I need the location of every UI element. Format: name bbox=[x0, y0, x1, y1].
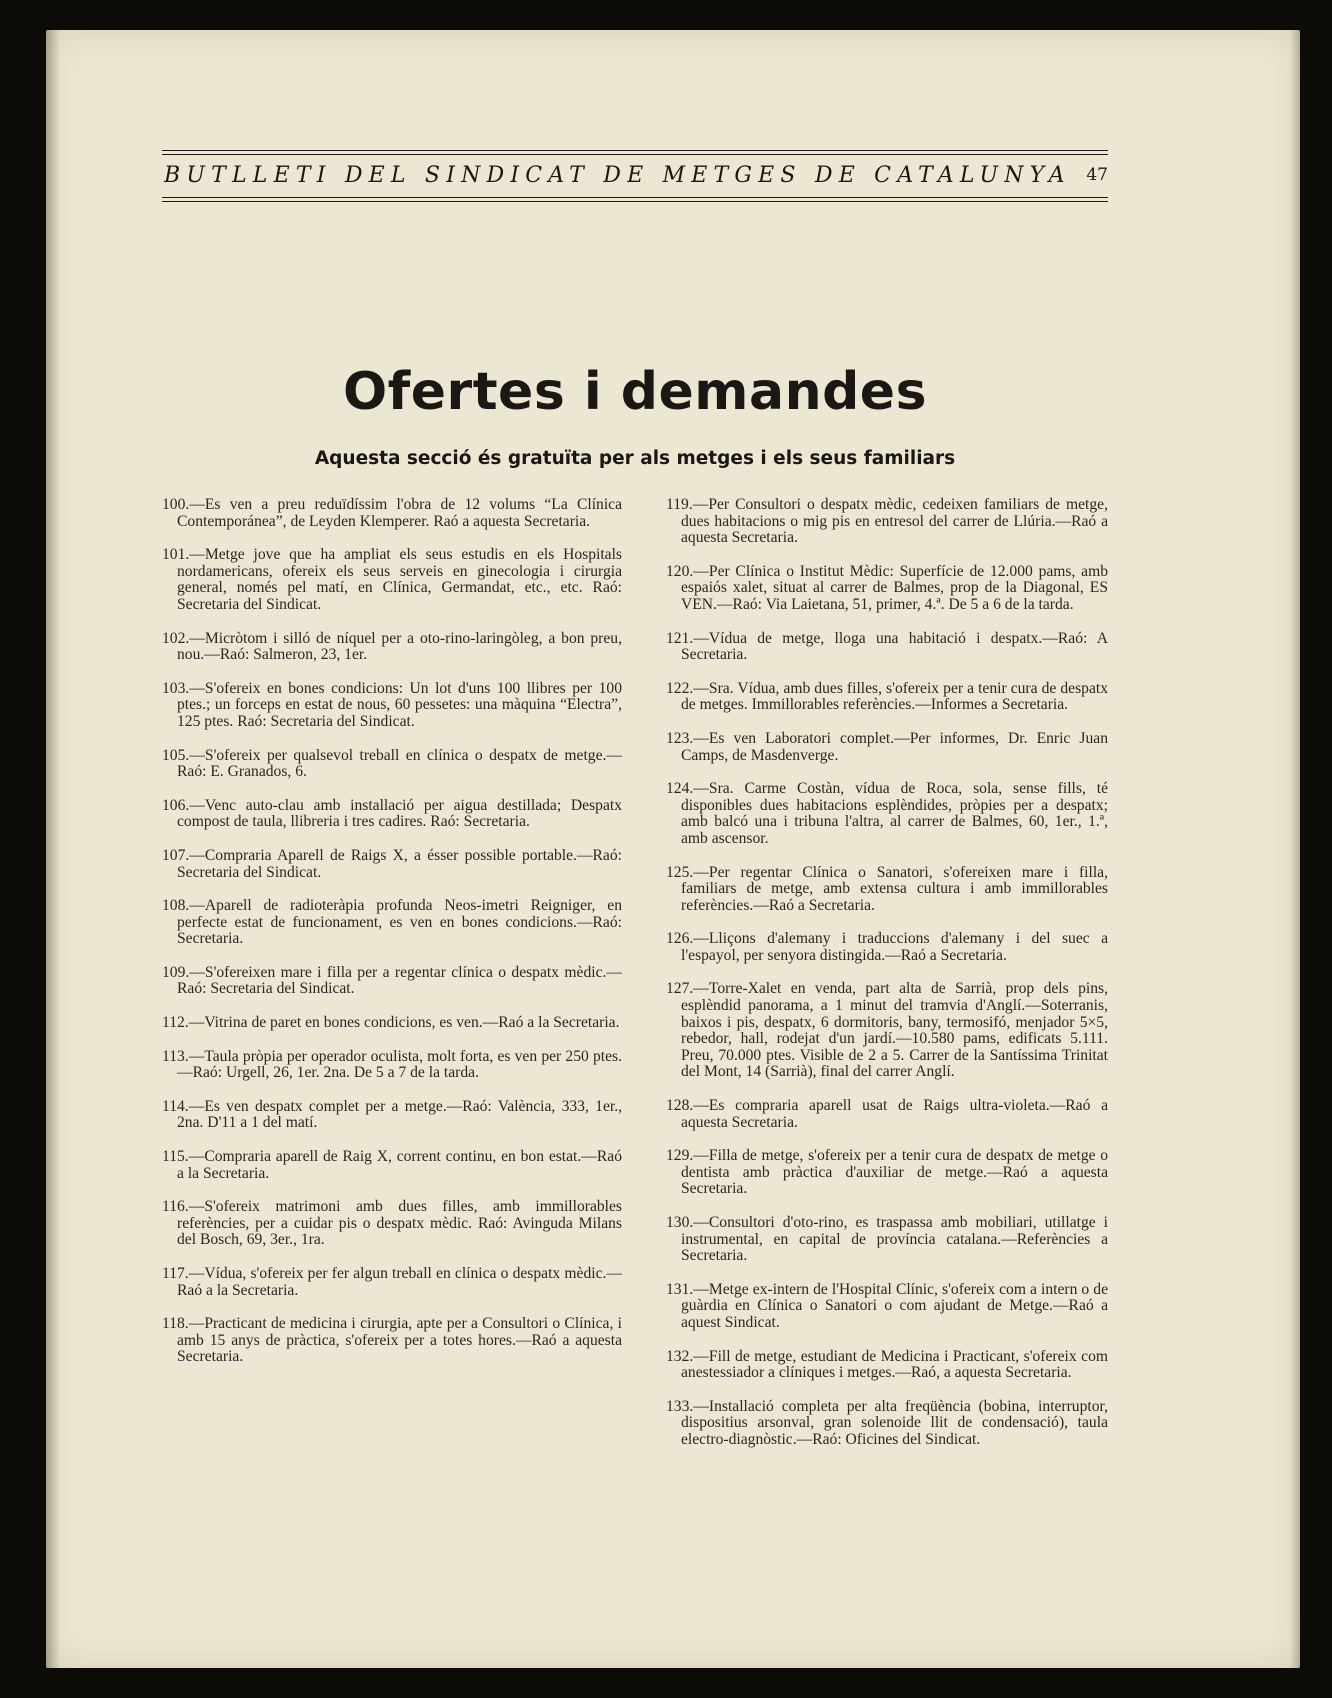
entry-text: —Practicant de medicina i cirurgia, apte per a Consultori o Clínica, i amb 15 anys de pràctica, s'ofereix per a totes hores.—Raó a aquesta Secretaria. bbox=[177, 1315, 622, 1366]
entry-number: 130. bbox=[666, 1214, 694, 1231]
entry-number: 133. bbox=[666, 1397, 694, 1415]
entry-text: —Metge ex-intern de l'Hospital Clínic, s'ofereix com a intern o de guàrdia en Clínica o Sanatori o com ajudant de Metge.—Raó a aquest Sindicat. bbox=[681, 1280, 1108, 1331]
header-rule-top-double bbox=[162, 154, 1108, 155]
entry-number: 109. bbox=[162, 963, 190, 981]
classified-entry bbox=[162, 748, 622, 781]
classified-entry bbox=[666, 731, 1108, 764]
page-number: 47 bbox=[1086, 165, 1108, 185]
running-header bbox=[162, 150, 1108, 202]
entry-number: 128. bbox=[666, 1097, 694, 1115]
entry-text: —Vitrina de paret en bones condicions, es ven.—Raó a la Secretaria. bbox=[188, 1014, 620, 1032]
entry-number: 129. bbox=[666, 1147, 694, 1165]
entry-text: —S'ofereix per qualsevol treball en clínica o despatx de metge.—Raó: E. Granados, 6. bbox=[177, 746, 622, 781]
classified-entry bbox=[666, 1215, 1108, 1265]
classified-entry bbox=[666, 564, 1108, 614]
classified-entry bbox=[162, 1199, 622, 1249]
entry-text: —Es ven Laboratori complet.—Per informes, Dr. Enric Juan Camps, de Masdenverge. bbox=[681, 729, 1108, 764]
entry-text: —Es ven despatx complet per a metge.—Raó: València, 333, 1er., 2na. D'11 a 1 del matí. bbox=[177, 1097, 622, 1132]
entry-number: 117. bbox=[162, 1265, 189, 1282]
classified-entry bbox=[162, 848, 622, 881]
entry-number: 112. bbox=[162, 1014, 189, 1032]
classified-entry bbox=[162, 631, 622, 664]
entry-number: 119. bbox=[666, 496, 693, 513]
entry-text: —Compraria Aparell de Raigs X, a ésser possible portable.—Raó: Secretaria del Sindicat. bbox=[177, 846, 622, 881]
classified-entry bbox=[162, 1099, 622, 1132]
classified-entry bbox=[162, 1015, 622, 1032]
entry-number: 115. bbox=[162, 1148, 189, 1166]
page-edge-shadow bbox=[1290, 30, 1300, 1668]
entry-number: 103. bbox=[162, 679, 190, 697]
entry-text: —Filla de metge, s'ofereix per a tenir cura de despatx de metge o dentista amb pràctica d'auxiliar de metge.—Raó a aquesta Secretaria. bbox=[681, 1147, 1108, 1198]
entry-number: 113. bbox=[162, 1047, 189, 1065]
classified-entry bbox=[666, 681, 1108, 714]
header-rule-top bbox=[162, 150, 1108, 151]
header-row bbox=[162, 161, 1108, 193]
classified-entry bbox=[162, 1149, 622, 1182]
left-column bbox=[162, 497, 622, 1366]
classified-entry bbox=[666, 1282, 1108, 1332]
classified-entry bbox=[666, 865, 1108, 915]
running-title: BUTLLETI DEL SINDICAT DE METGES DE CATALUNYA bbox=[164, 163, 1071, 188]
page-spine-shadow bbox=[46, 30, 60, 1668]
entry-number: 100. bbox=[162, 496, 190, 513]
section-subtitle: Aquesta secció és gratuïta per als metges i els seus familiars bbox=[314, 448, 956, 469]
classified-entry bbox=[666, 781, 1108, 847]
entry-number: 125. bbox=[666, 863, 694, 881]
entry-text: —Per Clínica o Institut Mèdic: Superfície de 12.000 pams, amb espaiós xalet, situat al carrer de Balmes, prop de la Diagonal, ES VEN.—Raó: Via Laietana, 51, primer, 4.ª. De 5 a 6 de la tarda. bbox=[681, 562, 1108, 613]
entry-number: 124. bbox=[666, 780, 694, 798]
classified-entry bbox=[666, 1399, 1108, 1449]
entry-text: —Per regentar Clínica o Sanatori, s'ofereixen mare i filla, familiars de metge, amb extensa cultura i amb immillorables referències.—Raó a Secretaria. bbox=[681, 863, 1108, 914]
classified-entry bbox=[162, 681, 622, 731]
entry-text: —Micròtom i silló de níquel per a oto-rino-laringòleg, a bon preu, nou.—Raó: Salmeron, 23, 1er. bbox=[177, 629, 622, 664]
classified-entry bbox=[162, 497, 622, 530]
entry-text: —Installació completa per alta freqüència (bobina, interruptor, dispositius arsonval, gran solenoide llit de condensació), taula electro-diagnòstic.—Raó: Oficines del Sindicat. bbox=[681, 1397, 1108, 1448]
right-column bbox=[666, 497, 1108, 1449]
classified-entry bbox=[162, 898, 622, 948]
classified-entry bbox=[666, 1148, 1108, 1198]
entry-number: 131. bbox=[666, 1280, 694, 1298]
classified-entry bbox=[162, 965, 622, 998]
entry-text: —Metge jove que ha ampliat els seus estudis en els Hospitals nordamericans, ofereix els seus serveis en ginecologia i cirurgia general, només pel matí, en Clínica, Germandat, etc., etc. Raó: Secretaria del Sindicat. bbox=[177, 546, 622, 613]
entry-text: —Vídua, s'ofereix per fer algun treball en clínica o despatx mèdic.—Raó a la Secretaria. bbox=[177, 1265, 622, 1299]
section-title: Ofertes i demandes bbox=[342, 362, 928, 422]
entry-text: —S'ofereix en bones condicions: Un lot d'uns 100 llibres per 100 ptes.; un forceps en estat de nous, 60 pessetes: una màquina “Electra”, 125 ptes. Raó: Secretaria del Sindicat. bbox=[177, 679, 622, 730]
entry-text: —Sra. Carme Costàn, vídua de Roca, sola, sense fills, té disponibles dues habitacions esplèndides, pròpies per a despatx; amb balcó una i tribuna l'altra, al carrer de Balmes, 60, 1er., 1.ª, amb ascensor. bbox=[681, 780, 1108, 847]
entry-text: —Es ven a preu reduïdíssim l'obra de 12 volums “La Clínica Contemporánea”, de Leyden Klemperer. Raó a aquesta Secretaria. bbox=[177, 496, 622, 530]
entry-text: —Per Consultori o despatx mèdic, cedeixen familiars de metge, dues habitacions o mig pis en entresol del carrer de Llúria.—Raó a aquesta Secretaria. bbox=[681, 496, 1108, 547]
classified-entry bbox=[666, 1098, 1108, 1131]
entry-text: —Venc auto-clau amb installació per aigua destillada; Despatx compost de taula, llibreria i tres cadires. Raó: Secretaria. bbox=[177, 796, 622, 831]
classified-entry bbox=[162, 1316, 622, 1366]
classified-entry bbox=[162, 798, 622, 831]
entry-number: 123. bbox=[666, 729, 694, 747]
classified-entry bbox=[162, 547, 622, 613]
header-rule-bottom bbox=[162, 197, 1108, 198]
entry-number: 107. bbox=[162, 846, 190, 864]
entry-number: 127. bbox=[666, 980, 694, 998]
entry-text: —Consultori d'oto-rino, es traspassa amb mobiliari, utillatge i instrumental, en capital de província catalana.—Referències a Secretaria. bbox=[681, 1214, 1108, 1265]
entry-text: —Taula pròpia per operador oculista, molt forta, es ven per 250 ptes.—Raó: Urgell, 26, 1er. 2na. De 5 a 7 de la tarda. bbox=[177, 1047, 622, 1082]
classified-entry bbox=[666, 631, 1108, 664]
entry-text: —Torre-Xalet en venda, part alta de Sarrià, prop dels pins, esplèndid panorama, a 1 minut del tramvia d'Anglí.—Soterranis, baixos i pis, despatx, 6 dormitoris, bany, termosifó, menjador 5×5, rebedor, hall, rodejat d'un jardí.—10.580 pams, edificats 5.111. Preu, 70.000 ptes. Visible de 2 a 5. Carrer de la Santíssima Trinitat del Mont, 14 (Sarrià), final del carrer Anglí. bbox=[681, 980, 1108, 1081]
entry-number: 105. bbox=[162, 746, 190, 764]
entry-number: 132. bbox=[666, 1347, 694, 1365]
entry-text: —Fill de metge, estudiant de Medicina i Practicant, s'ofereix com anestessiador a clíniques i metges.—Raó, a aquesta Secretaria. bbox=[681, 1347, 1108, 1382]
entry-number: 102. bbox=[162, 629, 190, 647]
classified-entry bbox=[666, 497, 1108, 547]
entry-text: —Es compraria aparell usat de Raigs ultra-violeta.—Raó a aquesta Secretaria. bbox=[681, 1097, 1108, 1131]
entry-text: —S'ofereixen mare i filla per a regentar clínica o despatx mèdic.—Raó: Secretaria del Sindicat. bbox=[177, 963, 622, 998]
entry-text: —Lliçons d'alemany i traduccions d'alemany i del suec a l'espayol, per senyora distingida.—Raó a Secretaria. bbox=[681, 930, 1108, 964]
entry-number: 106. bbox=[162, 796, 190, 814]
entry-text: —Compraria aparell de Raig X, corrent continu, en bon estat.—Raó a la Secretaria. bbox=[177, 1148, 622, 1182]
entry-number: 101. bbox=[162, 546, 190, 564]
entry-number: 120. bbox=[666, 562, 694, 580]
entry-text: —Vídua de metge, lloga una habitació i despatx.—Raó: A Secretaria. bbox=[681, 629, 1108, 664]
classified-entry bbox=[162, 1049, 622, 1082]
entry-number: 108. bbox=[162, 897, 190, 915]
classified-entry bbox=[666, 931, 1108, 964]
entry-number: 121. bbox=[666, 629, 694, 647]
entry-number: 118. bbox=[162, 1315, 189, 1333]
entry-number: 114. bbox=[162, 1097, 189, 1115]
entry-number: 126. bbox=[666, 930, 694, 948]
entry-text: —Aparell de radioteràpia profunda Neos-imetri Reigniger, en perfecte estat de funcionament, es ven en bones condicions.—Raó: Secretaria. bbox=[177, 897, 622, 948]
classified-entry bbox=[666, 981, 1108, 1081]
classified-entry bbox=[666, 1349, 1108, 1382]
entry-text: —S'ofereix matrimoni amb dues filles, amb immillorables referències, per a cuidar pis o despatx mèdic. Raó: Avinguda Milans del Bosch, 69, 3er., 1ra. bbox=[177, 1198, 622, 1249]
entry-number: 122. bbox=[666, 679, 694, 697]
header-rule-bottom-double bbox=[162, 201, 1108, 202]
classified-entry bbox=[162, 1266, 622, 1299]
entry-text: —Sra. Vídua, amb dues filles, s'ofereix per a tenir cura de despatx de metges. Immillorables referències.—Informes a Secretaria. bbox=[681, 679, 1108, 714]
entry-number: 116. bbox=[162, 1198, 189, 1216]
